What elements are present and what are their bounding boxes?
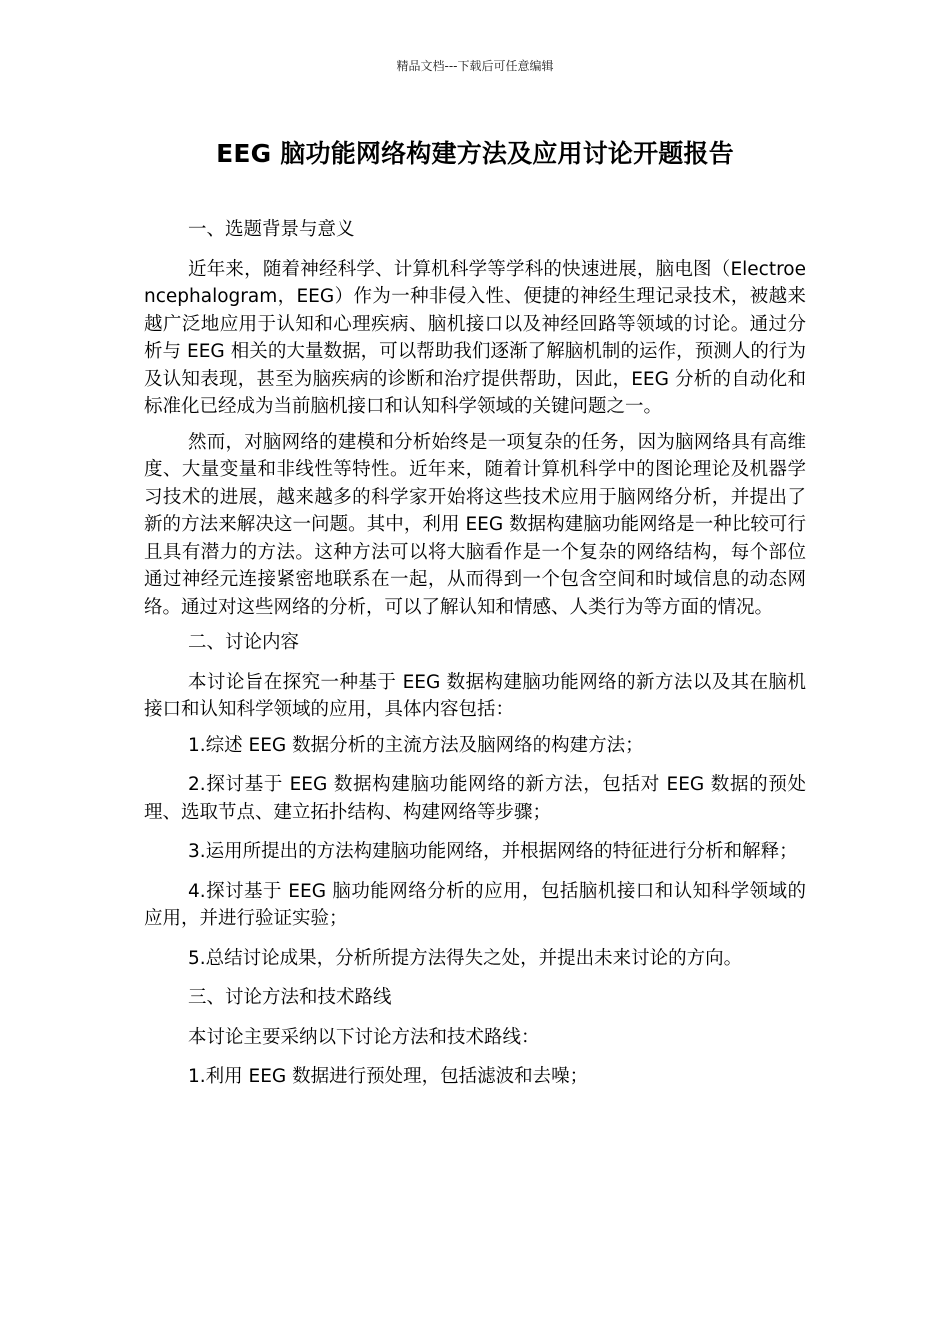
paragraph-content-intro: 本讨论旨在探究一种基于 EEG 数据构建脑功能网络的新方法以及其在脑机接口和认知科学领域的应用，具体内容包括： [144,671,806,720]
list-item-content-3: 3.运用所提出的方法构建脑功能网络，并根据网络的特征进行分析和解释； [188,841,798,862]
paragraph-background-2: 然而，对脑网络的建模和分析始终是一项复杂的任务，因为脑网络具有高维度、大量变量和非线性等特性。近年来，随着计算机科学中的图论理论及机器学习技术的进展，越来越多的科学家开始将这些技术应用于脑网络分析，并提出了新的方法来解决这一问题。其中，利用 EEG 数据构建脑功能网络是一种比较可行且具有潜力的方法。这种方法可以将大脑看作是一个复杂的网络结构，每个部位通过神经元连接紧密地联系在一起，从而得到一个包含空间和时域信息的动态网络。通过对这些网络的分析，可以了解认知和情感、人类行为等方面的情况。 [144,431,806,618]
list-item-content-4: 4.探讨基于 EEG 脑功能网络分析的应用，包括脑机接口和认知科学领域的应用，并进行验证实验； [144,880,806,929]
list-item-content-5: 5.总结讨论成果，分析所提方法得失之处，并提出未来讨论的方向。 [188,947,743,969]
list-item-content-1: 1.综述 EEG 数据分析的主流方法及脑网络的构建方法； [188,734,644,756]
document-body [144,216,806,1103]
section-heading-methods: 三、讨论方法和技术路线 [188,987,392,1008]
document-title: EEG 脑功能网络构建方法及应用讨论开题报告 [216,139,734,168]
paragraph-background-1: 近年来，随着神经科学、计算机科学等学科的快速进展，脑电图（Electroencephalogram，EEG）作为一种非侵入性、便捷的神经生理记录技术，被越来越广泛地应用于认知和心理疾病、脑机接口以及神经回路等领域的讨论。通过分析与 EEG 相关的大量数据，可以帮助我们逐渐了解脑机制的运作，预测人的行为及认知表现，甚至为脑疾病的诊断和治疗提供帮助，因此，EEG 分析的自动化和标准化已经成为当前脑机接口和认知科学领域的关键问题之一。 [144,258,806,417]
page-header-note: 精品文档---下载后可任意编辑 [396,59,554,73]
section-heading-content: 二、讨论内容 [188,632,300,653]
section-heading-background: 一、选题背景与意义 [188,219,355,240]
paragraph-methods-intro: 本讨论主要采纳以下讨论方法和技术路线： [188,1026,540,1048]
list-item-content-2: 2.探讨基于 EEG 数据构建脑功能网络的新方法，包括对 EEG 数据的预处理、选取节点、建立拓扑结构、构建网络等步骤； [144,774,806,823]
list-item-methods-1: 1.利用 EEG 数据进行预处理，包括滤波和去噪； [188,1066,589,1087]
